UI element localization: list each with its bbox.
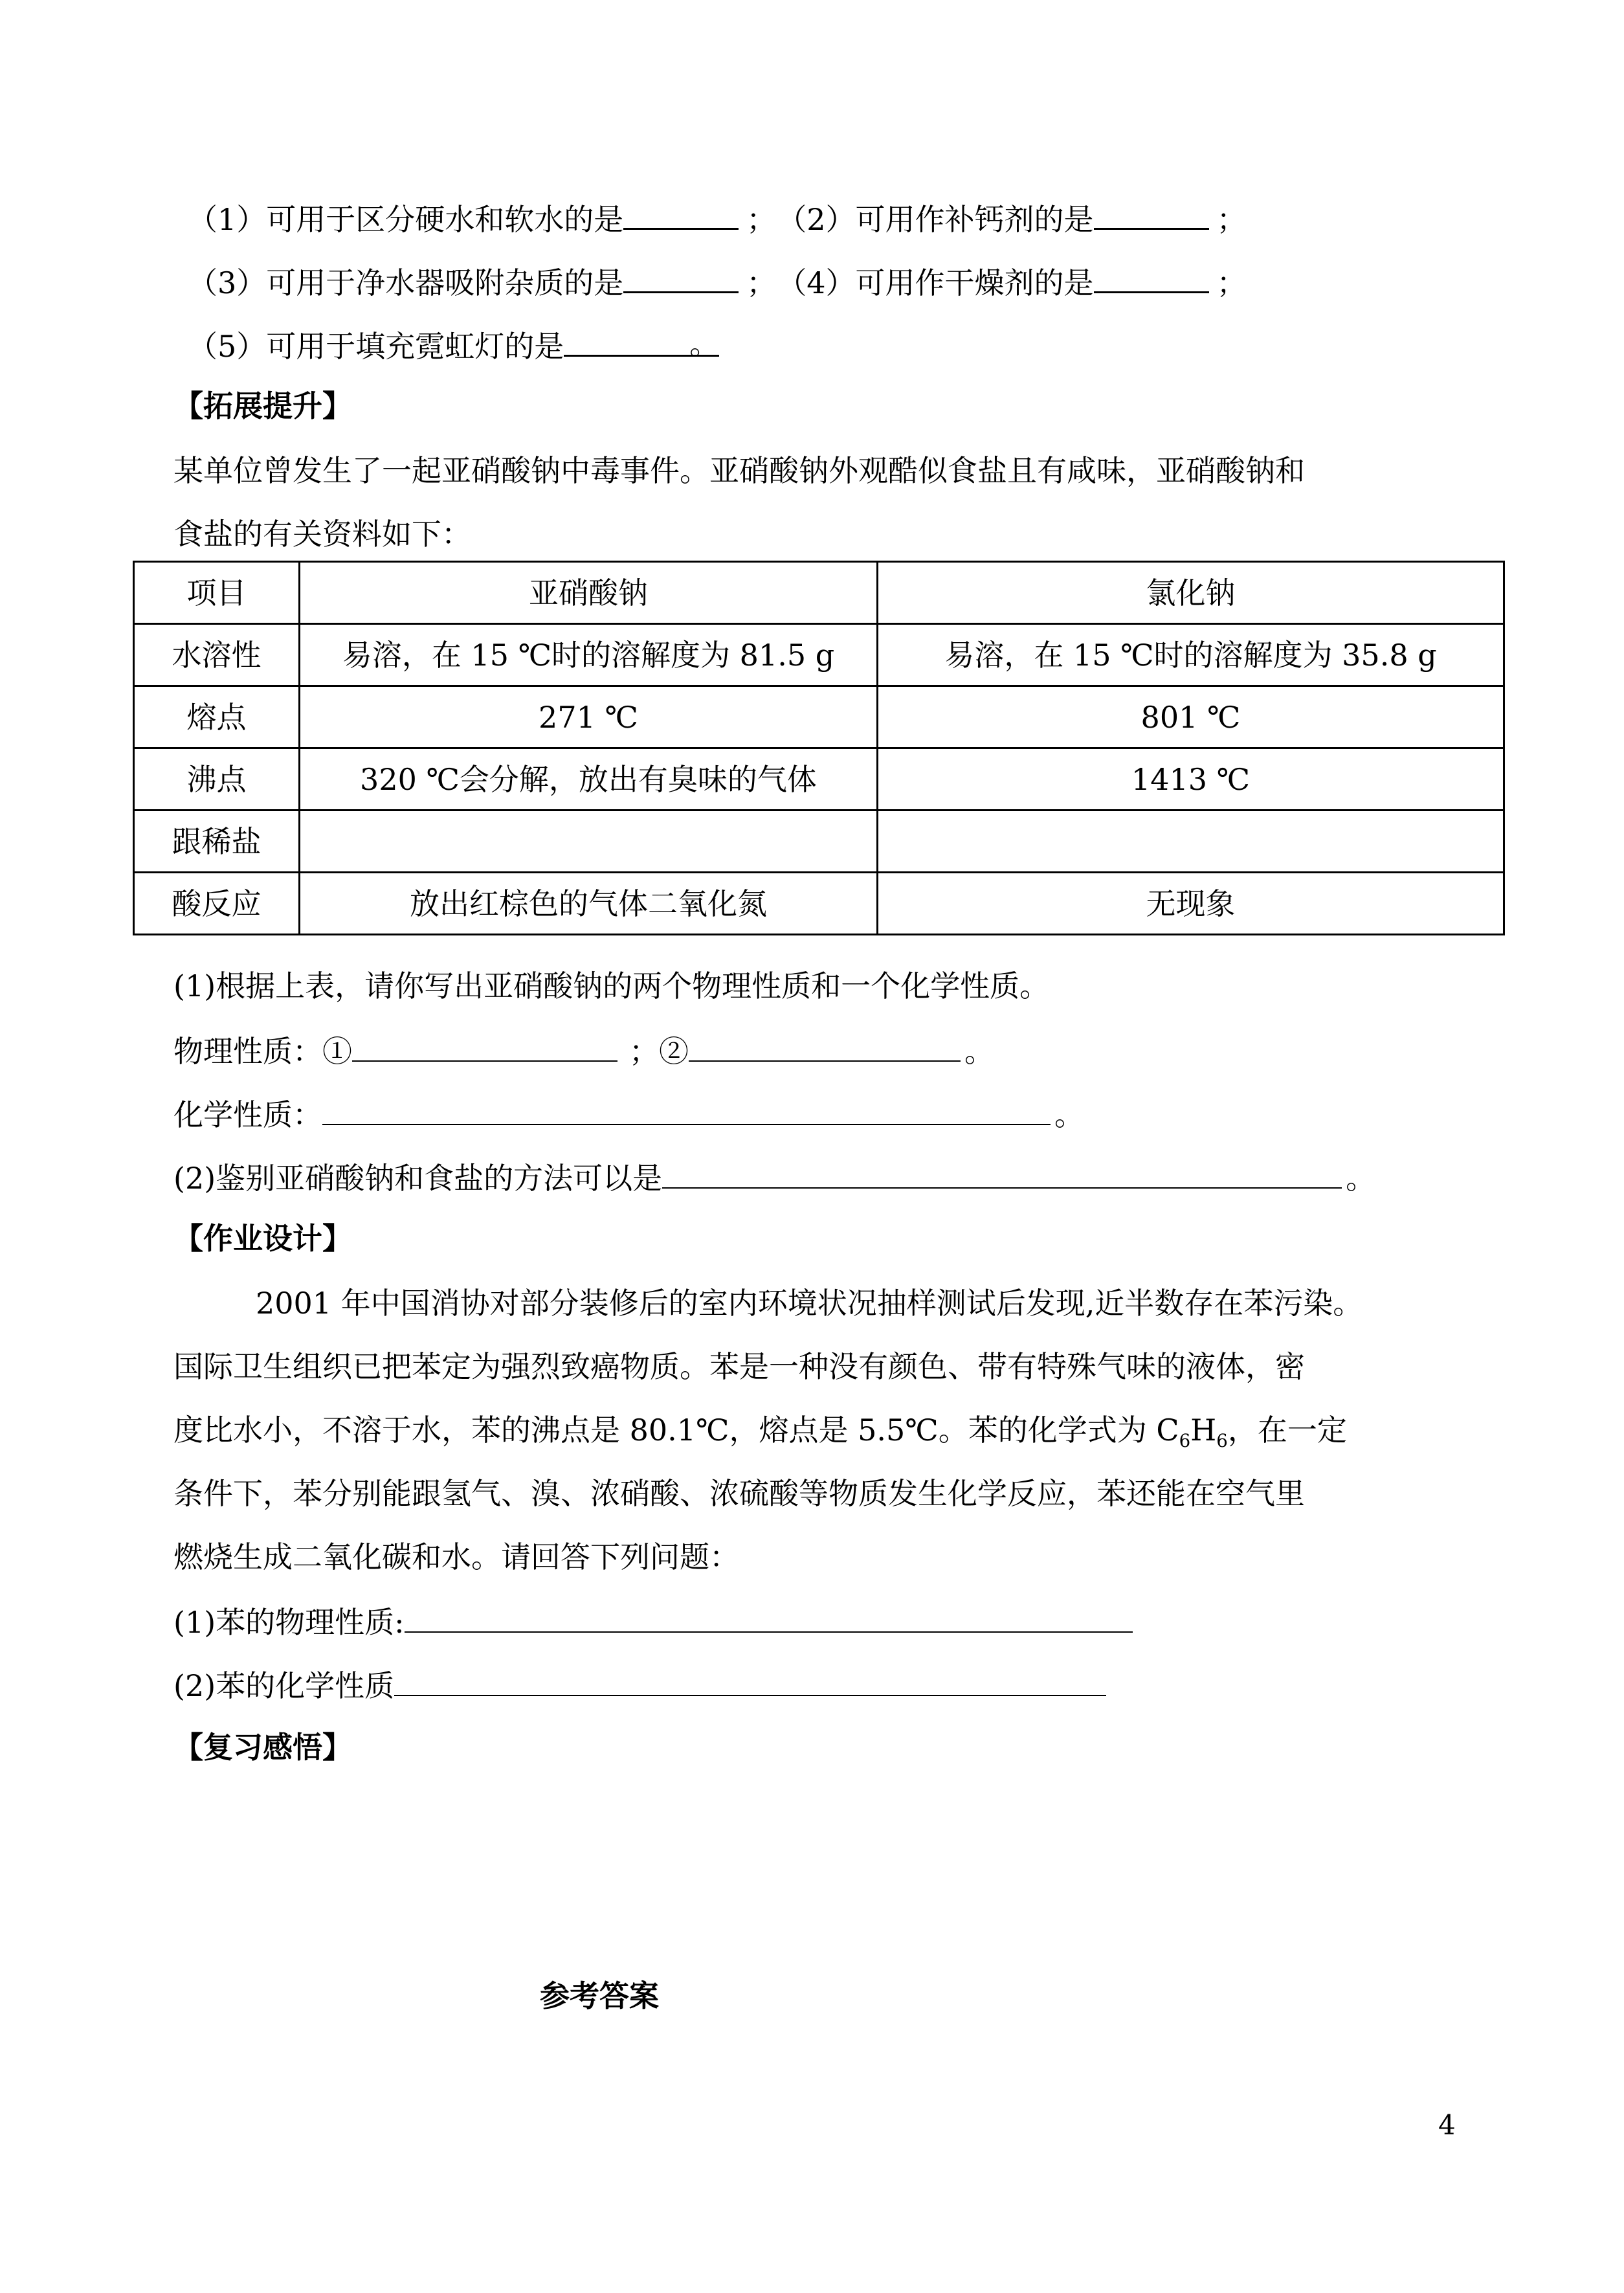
table-row	[134, 686, 1504, 748]
table-cell	[878, 811, 1504, 873]
table-cell: 沸点	[134, 748, 300, 811]
homework-text: ，在一定	[1227, 1413, 1347, 1448]
benzene-chemical-blank[interactable]	[394, 1669, 1106, 1696]
benzene-physical-blank[interactable]	[405, 1605, 1133, 1633]
question-2-text: （2）可用作补钙剂的是	[792, 202, 1094, 237]
table-cell: 熔点	[134, 686, 300, 748]
question-1-blank[interactable]	[623, 202, 739, 230]
benzene-physical-line	[173, 1605, 1133, 1640]
page-number: 4	[1438, 2109, 1456, 2141]
extension-heading: 【拓展提升】	[173, 388, 352, 423]
table-cell: 1413 ℃	[878, 748, 1504, 811]
homework-text: 度比水小，不溶于水，苯的沸点是 80.1℃，熔点是 5.5℃。苯的化学式为 C	[173, 1413, 1179, 1448]
physical-property-1-blank[interactable]	[352, 1035, 617, 1062]
table-cell: 320 ℃会分解，放出有臭味的气体	[300, 748, 878, 811]
table-row	[134, 811, 1504, 873]
table-cell: 跟稀盐	[134, 811, 300, 873]
table-row	[134, 873, 1504, 935]
identify-method-label: (2)鉴别亚硝酸钠和食盐的方法可以是	[173, 1161, 663, 1196]
question-2-blank[interactable]	[1094, 202, 1209, 230]
separator: ；	[746, 265, 777, 300]
subscript: 6	[1216, 1430, 1228, 1452]
benzene-chemical-line	[173, 1669, 1106, 1701]
separator: ；②	[629, 1034, 689, 1069]
question-5-line	[188, 326, 720, 364]
extension-intro-line-1: 某单位曾发生了一起亚硝酸钠中毒事件。亚硝酸钠外观酷似食盐且有咸味，亚硝酸钠和	[173, 453, 1305, 488]
chemical-property-line	[173, 1098, 1084, 1130]
line-end: 。	[1346, 1161, 1376, 1196]
table-cell: 易溶，在 15 ℃时的溶解度为 81.5 g	[300, 624, 878, 686]
homework-text: H	[1190, 1413, 1217, 1448]
table-cell: 无现象	[878, 873, 1504, 935]
table-cell: 水溶性	[134, 624, 300, 686]
homework-paragraph-line-1: 2001 年中国消协对部分装修后的室内环境状况抽样测试后发现,近半数存在苯污染。	[256, 1286, 1363, 1321]
question-3-blank[interactable]	[623, 265, 739, 293]
table-cell: 801 ℃	[878, 686, 1504, 748]
table-header-cell: 亚硝酸钠	[300, 562, 878, 624]
question-3-line	[188, 265, 1247, 298]
table-cell: 放出红棕色的气体二氧化氮	[300, 873, 878, 935]
benzene-chemical-label: (2)苯的化学性质	[173, 1668, 395, 1703]
table-cell	[300, 811, 878, 873]
table-cell: 酸反应	[134, 873, 300, 935]
identify-method-line	[173, 1161, 1376, 1196]
separator: ；	[746, 202, 777, 237]
homework-heading: 【作业设计】	[173, 1221, 352, 1256]
question-1-line	[188, 202, 1247, 237]
homework-paragraph-line-5: 燃烧生成二氧化碳和水。请回答下列问题：	[173, 1539, 739, 1574]
separator: ；	[1216, 265, 1247, 300]
table-header-cell: 项目	[134, 562, 300, 624]
identify-method-blank[interactable]	[662, 1161, 1342, 1189]
question-4-text: （4）可用作干燥剂的是	[792, 265, 1094, 300]
table-header-row	[134, 562, 1504, 624]
extension-intro-line-2: 食盐的有关资料如下：	[173, 517, 471, 552]
physical-property-2-blank[interactable]	[689, 1035, 961, 1062]
review-heading: 【复习感悟】	[173, 1730, 352, 1765]
separator: ；	[1216, 202, 1247, 237]
question-5-text: （5）可用于填充霓虹灯的是	[188, 329, 564, 364]
table-row	[134, 624, 1504, 686]
chemical-property-blank[interactable]	[322, 1098, 1051, 1125]
subscript: 6	[1179, 1430, 1191, 1452]
table-row	[134, 748, 1504, 811]
homework-paragraph-line-3	[173, 1415, 1347, 1450]
line-end: 。	[964, 1034, 994, 1069]
table-cell: 271 ℃	[300, 686, 878, 748]
question-1-text: （1）可用于区分硬水和软水的是	[188, 202, 624, 237]
answers-heading: 参考答案	[540, 1978, 659, 2013]
physical-properties-label: 物理性质：①	[173, 1034, 352, 1069]
question-4-blank[interactable]	[1094, 265, 1209, 293]
chemical-property-label: 化学性质：	[173, 1097, 322, 1132]
homework-paragraph-line-2: 国际卫生组织已把苯定为强烈致癌物质。苯是一种没有颜色、带有特殊气味的液体，密	[173, 1349, 1305, 1384]
question-3-text: （3）可用于净水器吸附杂质的是	[188, 265, 624, 300]
physical-properties-line	[173, 1034, 994, 1069]
table-cell: 易溶，在 15 ℃时的溶解度为 35.8 g	[878, 624, 1504, 686]
table-question-1: (1)根据上表，请你写出亚硝酸钠的两个物理性质和一个化学性质。	[173, 968, 1050, 1003]
properties-table	[133, 561, 1505, 935]
benzene-physical-label: (1)苯的物理性质:	[173, 1605, 405, 1640]
homework-paragraph-line-4: 条件下，苯分别能跟氢气、溴、浓硝酸、浓硫酸等物质发生化学反应，苯还能在空气里	[173, 1476, 1305, 1511]
question-5-end: 。	[689, 326, 720, 361]
question-5-blank[interactable]	[564, 326, 720, 361]
line-end: 。	[1054, 1097, 1084, 1132]
table-header-cell: 氯化钠	[878, 562, 1504, 624]
